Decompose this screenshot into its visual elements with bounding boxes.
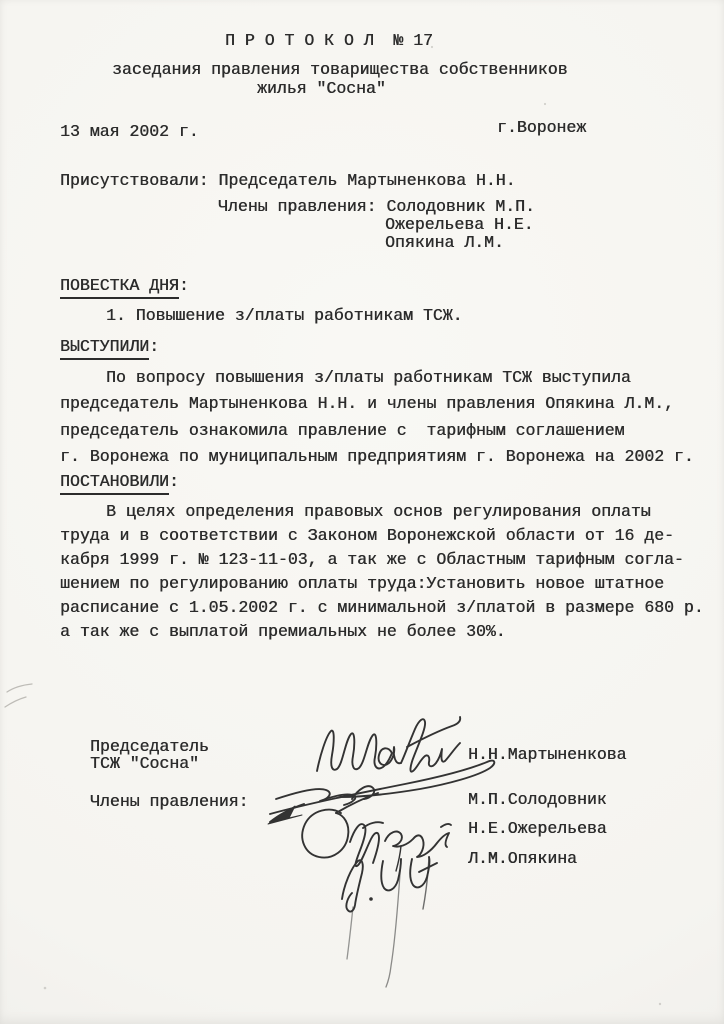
signature-members-label: Члены правления: bbox=[90, 792, 249, 811]
speeches-paragraph-line: председатель ознакомила правление с тарифным соглашением bbox=[60, 421, 625, 440]
attendees-line: Члены правления: Солодовник М.П. bbox=[218, 197, 535, 216]
speeches-heading-colon: : bbox=[149, 337, 160, 356]
signature-martynenkova bbox=[317, 717, 460, 772]
resolution-heading bbox=[60, 472, 179, 495]
attendees-line: Опякина Л.М. bbox=[385, 233, 504, 252]
speeches-heading bbox=[60, 337, 159, 360]
resolution-paragraph-line: шением по регулированию оплаты труда:Установить новое штатное bbox=[60, 574, 664, 593]
resolution-paragraph-line: кабря 1999 г. № 123-11-03, а так же с Областным тарифным согла- bbox=[60, 550, 684, 569]
signature-ozhereleva bbox=[302, 793, 451, 871]
signature-opyakina bbox=[342, 857, 437, 987]
attendees-line: Ожерельева Н.Е. bbox=[385, 215, 534, 234]
agenda-heading-text: ПОВЕСТКА ДНЯ bbox=[60, 276, 179, 299]
pen-mark bbox=[5, 684, 32, 707]
resolution-paragraph-line: расписание с 1.05.2002 г. с минимальной з/платой в размере 680 р. bbox=[60, 598, 704, 617]
signatory-name: М.П.Солодовник bbox=[468, 790, 607, 809]
document-title: П Р О Т О К О Л № 17 bbox=[225, 31, 433, 50]
signature-solodovnik bbox=[268, 761, 494, 824]
signature-chairman-label-line1: Председатель bbox=[90, 737, 209, 756]
signatory-name: Н.Н.Мартыненкова bbox=[468, 745, 627, 764]
agenda-heading bbox=[60, 276, 189, 299]
speeches-paragraph-line: г. Воронежа по муниципальным предприятиям г. Воронежа на 2002 г. bbox=[60, 447, 694, 466]
document-date: 13 мая 2002 г. bbox=[60, 122, 199, 141]
agenda-heading-colon: : bbox=[178, 276, 189, 295]
resolution-heading-text: ПОСТАНОВИЛИ bbox=[60, 472, 169, 495]
document-subtitle-line2: жилья "Сосна" bbox=[257, 79, 386, 98]
agenda-item: 1. Повышение з/платы работникам ТСЖ. bbox=[106, 306, 463, 325]
document-subtitle-line1: заседания правления товарищества собственников bbox=[112, 60, 568, 79]
resolution-paragraph-line: В целях определения правовых основ регулирования оплаты bbox=[106, 502, 651, 521]
signatory-name: Н.Е.Ожерельева bbox=[468, 819, 607, 838]
signature-chairman-label-line2: ТСЖ "Сосна" bbox=[90, 754, 199, 773]
speeches-heading-text: ВЫСТУПИЛИ bbox=[60, 337, 149, 360]
resolution-paragraph-line: а так же с выплатой премиальных не более 30%. bbox=[60, 622, 506, 641]
resolution-paragraph-line: труда и в соответствии с Законом Воронежской области от 16 де- bbox=[60, 526, 674, 545]
speeches-paragraph-line: По вопросу повышения з/платы работникам ТСЖ выступила bbox=[106, 368, 631, 387]
speeches-paragraph-line: председатель Мартыненкова Н.Н. и члены правления Опякина Л.М., bbox=[60, 394, 674, 413]
document-city: г.Воронеж bbox=[497, 118, 587, 137]
signatory-name: Л.М.Опякина bbox=[468, 849, 577, 868]
resolution-heading-colon: : bbox=[168, 472, 179, 491]
attendees-line: Присутствовали: Председатель Мартыненкова Н.Н. bbox=[60, 171, 516, 190]
